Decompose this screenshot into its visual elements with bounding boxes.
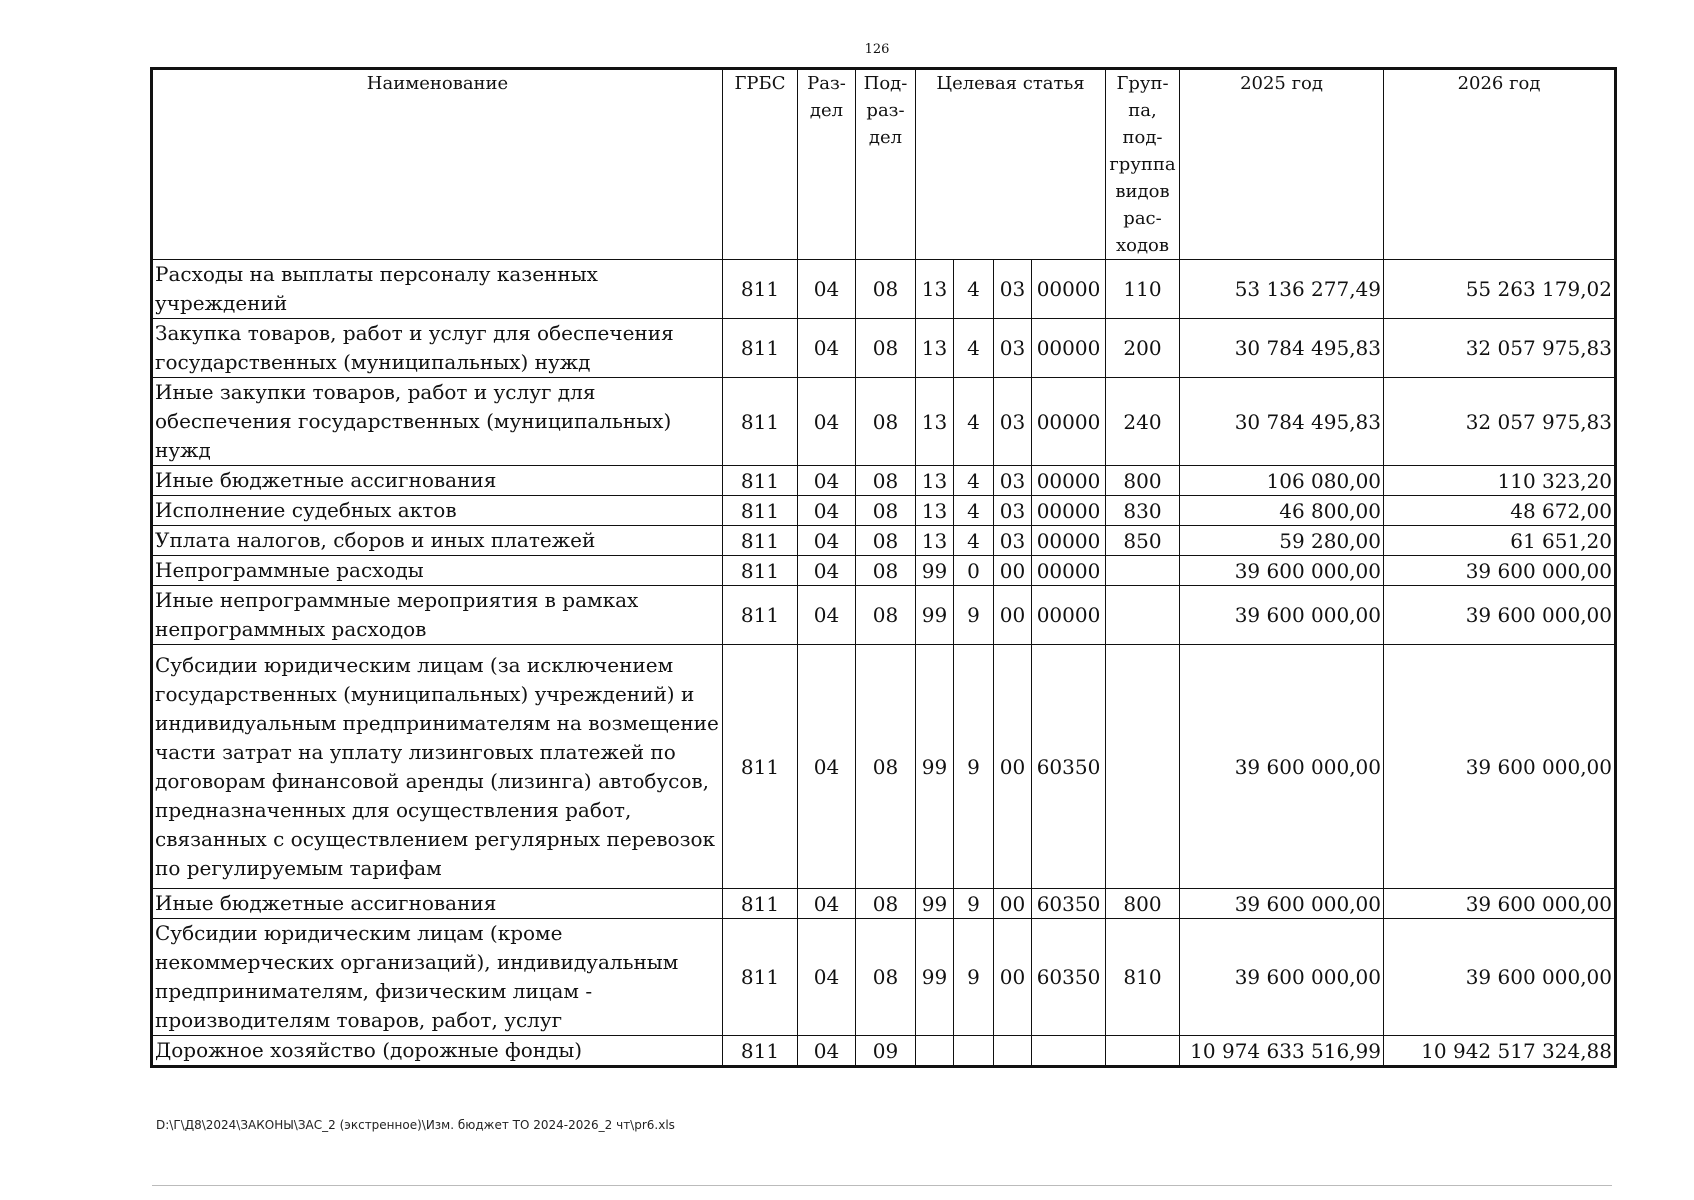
cell-razdel: 04 xyxy=(798,319,856,378)
cell-razdel: 04 xyxy=(798,919,856,1036)
cell-name: Расходы на выплаты персоналу казенных учреждений xyxy=(153,260,723,319)
cell-target-direction: 00000 xyxy=(1032,526,1106,556)
table-row xyxy=(153,586,1615,645)
cell-amount-2025: 59 280,00 xyxy=(1180,526,1384,556)
cell-target-direction: 00000 xyxy=(1032,496,1106,526)
cell-amount-2026: 39 600 000,00 xyxy=(1384,919,1615,1036)
cell-amount-2025: 46 800,00 xyxy=(1180,496,1384,526)
cell-amount-2026: 110 323,20 xyxy=(1384,466,1615,496)
cell-podrazdel: 08 xyxy=(856,586,916,645)
cell-razdel: 04 xyxy=(798,526,856,556)
table-row xyxy=(153,466,1615,496)
cell-grbs: 811 xyxy=(723,319,798,378)
cell-grbs: 811 xyxy=(723,378,798,466)
cell-target-type xyxy=(954,1036,994,1066)
cell-name: Иные непрограммные мероприятия в рамках непрограммных расходов xyxy=(153,586,723,645)
cell-target-program xyxy=(916,1036,954,1066)
cell-razdel: 04 xyxy=(798,556,856,586)
cell-expense-group: 200 xyxy=(1106,319,1180,378)
cell-amount-2026: 32 057 975,83 xyxy=(1384,378,1615,466)
cell-amount-2025: 39 600 000,00 xyxy=(1180,586,1384,645)
page-number: 126 xyxy=(864,42,890,57)
cell-target-subprogram xyxy=(994,1036,1032,1066)
header-razdel: Раз- дел xyxy=(798,70,856,260)
table-row xyxy=(153,556,1615,586)
cell-target-direction: 60350 xyxy=(1032,889,1106,919)
cell-target-program: 13 xyxy=(916,466,954,496)
cell-expense-group: 830 xyxy=(1106,496,1180,526)
cell-target-subprogram: 00 xyxy=(994,556,1032,586)
table-row xyxy=(153,645,1615,889)
cell-name: Иные бюджетные ассигнования xyxy=(153,889,723,919)
cell-amount-2025: 39 600 000,00 xyxy=(1180,889,1384,919)
cell-target-direction: 60350 xyxy=(1032,645,1106,889)
cell-target-direction: 00000 xyxy=(1032,319,1106,378)
cell-podrazdel: 08 xyxy=(856,556,916,586)
cell-razdel: 04 xyxy=(798,466,856,496)
cell-name: Субсидии юридическим лицам (за исключением государственных (муниципальных) учреждений) и индивидуальным предпринимателям на возмещение части затрат на уплату лизинговых платежей по договорам финансовой аренды (лизинга) автобусов, предназначенных для осуществления работ, связанных с осуществлением регулярных перевозок по регулируемым тарифам xyxy=(153,645,723,889)
cell-name: Непрограммные расходы xyxy=(153,556,723,586)
cell-target-direction: 00000 xyxy=(1032,586,1106,645)
budget-table xyxy=(152,69,1615,1066)
cell-podrazdel: 09 xyxy=(856,1036,916,1066)
cell-podrazdel: 08 xyxy=(856,466,916,496)
cell-amount-2025: 53 136 277,49 xyxy=(1180,260,1384,319)
cell-target-direction: 60350 xyxy=(1032,919,1106,1036)
cell-target-subprogram: 03 xyxy=(994,466,1032,496)
cell-target-subprogram: 03 xyxy=(994,496,1032,526)
footer-file-path: D:\Г\Д8\2024\ЗАКОНЫ\ЗАС_2 (экстренное)\Изм. бюджет ТО 2024-2026_2 чт\pr6.xls xyxy=(156,1118,675,1132)
cell-target-direction xyxy=(1032,1036,1106,1066)
table-row xyxy=(153,260,1615,319)
header-2026: 2026 год xyxy=(1384,70,1615,260)
cell-target-type: 0 xyxy=(954,556,994,586)
cell-amount-2025: 39 600 000,00 xyxy=(1180,919,1384,1036)
cell-target-program: 99 xyxy=(916,586,954,645)
cell-grbs: 811 xyxy=(723,526,798,556)
cell-amount-2026: 48 672,00 xyxy=(1384,496,1615,526)
cell-amount-2025: 30 784 495,83 xyxy=(1180,378,1384,466)
cell-target-subprogram: 03 xyxy=(994,319,1032,378)
cell-expense-group xyxy=(1106,645,1180,889)
cell-expense-group xyxy=(1106,556,1180,586)
bottom-divider xyxy=(152,1185,1612,1186)
cell-name: Закупка товаров, работ и услуг для обеспечения государственных (муниципальных) нужд xyxy=(153,319,723,378)
cell-expense-group xyxy=(1106,1036,1180,1066)
cell-target-subprogram: 03 xyxy=(994,526,1032,556)
cell-expense-group: 110 xyxy=(1106,260,1180,319)
cell-amount-2026: 10 942 517 324,88 xyxy=(1384,1036,1615,1066)
header-group: Груп- па, под- группа видов рас- ходов xyxy=(1106,70,1180,260)
table-row xyxy=(153,1036,1615,1066)
cell-name: Субсидии юридическим лицам (кроме некоммерческих организаций), индивидуальным предпринимателям, физическим лицам - производителям товаров, работ, услуг xyxy=(153,919,723,1036)
cell-podrazdel: 08 xyxy=(856,496,916,526)
cell-target-type: 4 xyxy=(954,378,994,466)
cell-razdel: 04 xyxy=(798,586,856,645)
cell-name: Иные бюджетные ассигнования xyxy=(153,466,723,496)
cell-target-subprogram: 00 xyxy=(994,645,1032,889)
cell-name: Исполнение судебных актов xyxy=(153,496,723,526)
cell-grbs: 811 xyxy=(723,496,798,526)
cell-expense-group xyxy=(1106,586,1180,645)
cell-razdel: 04 xyxy=(798,496,856,526)
cell-target-program: 13 xyxy=(916,260,954,319)
cell-podrazdel: 08 xyxy=(856,889,916,919)
cell-target-type: 9 xyxy=(954,645,994,889)
cell-razdel: 04 xyxy=(798,889,856,919)
cell-amount-2026: 39 600 000,00 xyxy=(1384,889,1615,919)
cell-amount-2026: 39 600 000,00 xyxy=(1384,556,1615,586)
cell-razdel: 04 xyxy=(798,645,856,889)
cell-grbs: 811 xyxy=(723,889,798,919)
cell-podrazdel: 08 xyxy=(856,378,916,466)
cell-amount-2025: 106 080,00 xyxy=(1180,466,1384,496)
cell-podrazdel: 08 xyxy=(856,260,916,319)
table-row xyxy=(153,919,1615,1036)
cell-target-program: 99 xyxy=(916,556,954,586)
cell-expense-group: 800 xyxy=(1106,889,1180,919)
cell-target-direction: 00000 xyxy=(1032,556,1106,586)
cell-grbs: 811 xyxy=(723,260,798,319)
cell-target-program: 13 xyxy=(916,496,954,526)
cell-expense-group: 850 xyxy=(1106,526,1180,556)
cell-amount-2025: 39 600 000,00 xyxy=(1180,645,1384,889)
cell-name: Уплата налогов, сборов и иных платежей xyxy=(153,526,723,556)
header-grbs: ГРБС xyxy=(723,70,798,260)
table-row xyxy=(153,319,1615,378)
cell-amount-2026: 32 057 975,83 xyxy=(1384,319,1615,378)
cell-target-subprogram: 00 xyxy=(994,889,1032,919)
table-row xyxy=(153,526,1615,556)
cell-target-direction: 00000 xyxy=(1032,466,1106,496)
cell-target-subprogram: 00 xyxy=(994,586,1032,645)
table-row xyxy=(153,378,1615,466)
cell-grbs: 811 xyxy=(723,919,798,1036)
cell-target-subprogram: 03 xyxy=(994,378,1032,466)
cell-target-type: 9 xyxy=(954,889,994,919)
cell-target-direction: 00000 xyxy=(1032,378,1106,466)
table-header-row xyxy=(153,70,1615,260)
cell-amount-2025: 30 784 495,83 xyxy=(1180,319,1384,378)
cell-target-program: 99 xyxy=(916,645,954,889)
cell-target-type: 4 xyxy=(954,496,994,526)
cell-grbs: 811 xyxy=(723,586,798,645)
cell-target-program: 13 xyxy=(916,319,954,378)
cell-grbs: 811 xyxy=(723,466,798,496)
table-row xyxy=(153,496,1615,526)
cell-target-program: 13 xyxy=(916,526,954,556)
cell-podrazdel: 08 xyxy=(856,919,916,1036)
cell-target-program: 99 xyxy=(916,919,954,1036)
cell-amount-2025: 10 974 633 516,99 xyxy=(1180,1036,1384,1066)
cell-amount-2025: 39 600 000,00 xyxy=(1180,556,1384,586)
cell-podrazdel: 08 xyxy=(856,319,916,378)
cell-razdel: 04 xyxy=(798,378,856,466)
header-podrazdel: Под- раз- дел xyxy=(856,70,916,260)
header-target: Целевая статья xyxy=(916,70,1106,260)
cell-target-type: 4 xyxy=(954,466,994,496)
cell-target-type: 4 xyxy=(954,260,994,319)
cell-target-subprogram: 00 xyxy=(994,919,1032,1036)
cell-target-type: 4 xyxy=(954,526,994,556)
cell-amount-2026: 61 651,20 xyxy=(1384,526,1615,556)
cell-name: Иные закупки товаров, работ и услуг для обеспечения государственных (муниципальных) нужд xyxy=(153,378,723,466)
cell-target-direction: 00000 xyxy=(1032,260,1106,319)
cell-target-program: 99 xyxy=(916,889,954,919)
cell-target-type: 9 xyxy=(954,919,994,1036)
cell-grbs: 811 xyxy=(723,1036,798,1066)
cell-target-type: 4 xyxy=(954,319,994,378)
cell-target-type: 9 xyxy=(954,586,994,645)
cell-amount-2026: 39 600 000,00 xyxy=(1384,645,1615,889)
cell-podrazdel: 08 xyxy=(856,526,916,556)
cell-amount-2026: 39 600 000,00 xyxy=(1384,586,1615,645)
cell-razdel: 04 xyxy=(798,1036,856,1066)
table-row xyxy=(153,889,1615,919)
cell-expense-group: 800 xyxy=(1106,466,1180,496)
cell-grbs: 811 xyxy=(723,645,798,889)
header-2025: 2025 год xyxy=(1180,70,1384,260)
cell-expense-group: 240 xyxy=(1106,378,1180,466)
cell-grbs: 811 xyxy=(723,556,798,586)
cell-target-program: 13 xyxy=(916,378,954,466)
cell-razdel: 04 xyxy=(798,260,856,319)
cell-name: Дорожное хозяйство (дорожные фонды) xyxy=(153,1036,723,1066)
header-name: Наименование xyxy=(153,70,723,260)
cell-expense-group: 810 xyxy=(1106,919,1180,1036)
cell-target-subprogram: 03 xyxy=(994,260,1032,319)
cell-podrazdel: 08 xyxy=(856,645,916,889)
cell-amount-2026: 55 263 179,02 xyxy=(1384,260,1615,319)
